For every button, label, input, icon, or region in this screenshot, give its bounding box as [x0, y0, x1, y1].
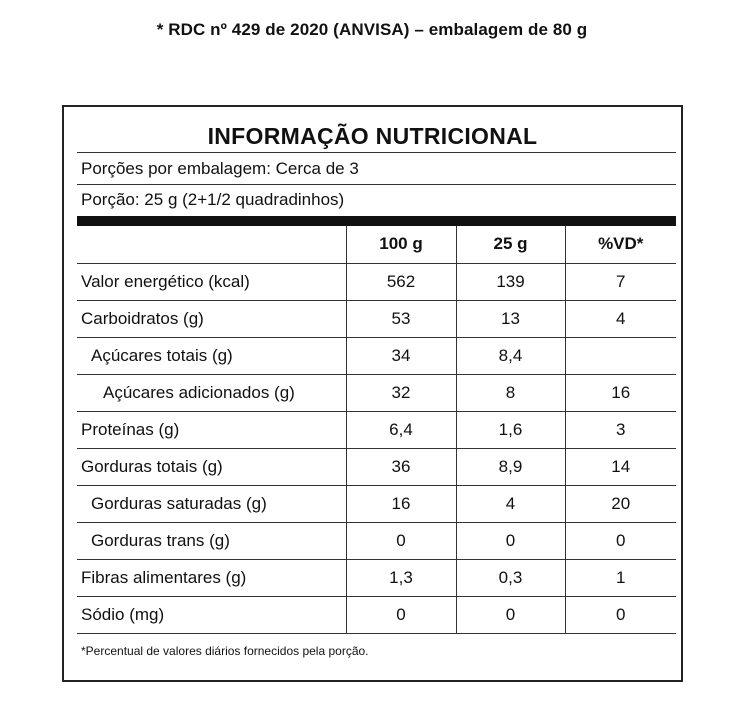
table-row	[77, 374, 676, 411]
daily-value-percent	[565, 337, 676, 374]
nutrition-facts-panel	[62, 105, 683, 682]
header-cell: 25 g	[456, 226, 565, 263]
nutrient-name: Fibras alimentares (g)	[77, 559, 346, 596]
nutrient-name: Açúcares totais (g)	[77, 337, 346, 374]
divider	[77, 152, 676, 153]
value-per-100g: 36	[346, 448, 456, 485]
table-row	[77, 263, 676, 300]
footnote: *Percentual de valores diários fornecidos pela porção.	[81, 644, 369, 658]
value-per-100g: 1,3	[346, 559, 456, 596]
table-row	[77, 337, 676, 374]
table-row	[77, 596, 676, 633]
daily-value-percent: 4	[565, 300, 676, 337]
nutrient-name: Valor energético (kcal)	[77, 263, 346, 300]
thick-divider	[77, 216, 676, 226]
nutrient-name: Sódio (mg)	[77, 596, 346, 633]
value-per-100g: 0	[346, 596, 456, 633]
serving-size: Porção: 25 g (2+1/2 quadradinhos)	[81, 190, 345, 209]
value-per-100g: 0	[346, 522, 456, 559]
value-per-serving: 1,6	[456, 411, 565, 448]
divider	[77, 184, 676, 185]
value-per-serving: 0,3	[456, 559, 565, 596]
daily-value-percent: 20	[565, 485, 676, 522]
daily-value-percent: 7	[565, 263, 676, 300]
nutrient-name: Gorduras saturadas (g)	[77, 485, 346, 522]
daily-value-percent: 0	[565, 596, 676, 633]
value-per-serving: 4	[456, 485, 565, 522]
servings-per-package: Porções por embalagem: Cerca de 3	[81, 159, 359, 178]
value-per-serving: 139	[456, 263, 565, 300]
nutrient-name: Gorduras totais (g)	[77, 448, 346, 485]
value-per-serving: 8,4	[456, 337, 565, 374]
table-row	[77, 559, 676, 596]
value-per-100g: 53	[346, 300, 456, 337]
value-per-100g: 16	[346, 485, 456, 522]
value-per-serving: 0	[456, 522, 565, 559]
value-per-100g: 32	[346, 374, 456, 411]
nutrient-name: Proteínas (g)	[77, 411, 346, 448]
daily-value-percent: 14	[565, 448, 676, 485]
daily-value-percent: 16	[565, 374, 676, 411]
table-row	[77, 300, 676, 337]
value-per-serving: 8,9	[456, 448, 565, 485]
header-cell: %VD*	[565, 226, 676, 263]
table-row	[77, 411, 676, 448]
header-cell	[77, 226, 346, 263]
header-row	[77, 226, 676, 263]
nutrient-name: Gorduras trans (g)	[77, 522, 346, 559]
value-per-serving: 0	[456, 596, 565, 633]
daily-value-percent: 0	[565, 522, 676, 559]
value-per-100g: 6,4	[346, 411, 456, 448]
value-per-serving: 8	[456, 374, 565, 411]
value-per-serving: 13	[456, 300, 565, 337]
value-per-100g: 34	[346, 337, 456, 374]
panel-title: INFORMAÇÃO NUTRICIONAL	[207, 123, 538, 149]
table-row	[77, 448, 676, 485]
daily-value-percent: 3	[565, 411, 676, 448]
page-caption: * RDC nº 429 de 2020 (ANVISA) – embalagem de 80 g	[156, 20, 588, 39]
table-row	[77, 522, 676, 559]
nutrition-table	[77, 226, 676, 634]
header-cell: 100 g	[346, 226, 456, 263]
table-row	[77, 485, 676, 522]
nutrient-name: Açúcares adicionados (g)	[77, 374, 346, 411]
daily-value-percent: 1	[565, 559, 676, 596]
value-per-100g: 562	[346, 263, 456, 300]
nutrient-name: Carboidratos (g)	[77, 300, 346, 337]
